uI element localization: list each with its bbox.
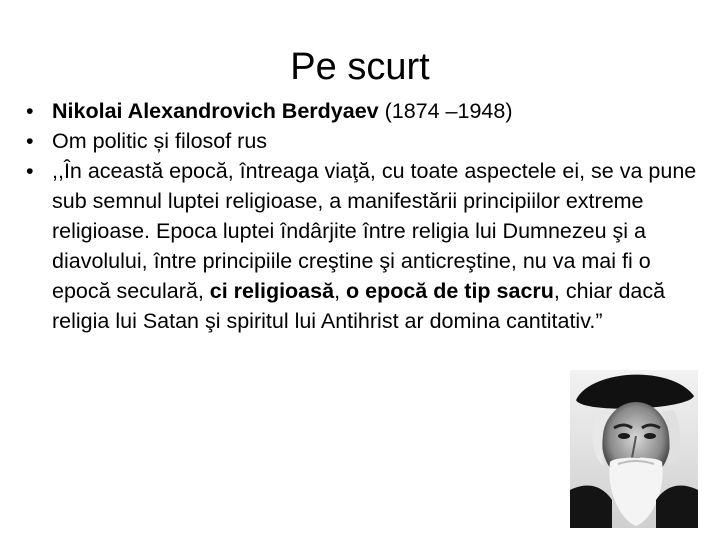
quote-emphasis-sacred: o epocă de tip sacru [346,279,554,303]
bullet-role [24,126,704,156]
person-name: Nikolai Alexandrovich Berdyaev [52,99,379,123]
bullet-dot: • [26,99,34,123]
portrait-icon [570,370,698,528]
bullet-quote [24,156,704,336]
bullet-dot: • [26,129,34,153]
slide-title: Pe scurt [290,46,430,88]
quote-emphasis-religious: ci religioasă [209,279,335,303]
quote-text: ,,În această epocă, întreaga viaţă, cu toate aspectele ei, se va pune sub semnul luptei religioase, a manifestării principiilor extreme religioase. Epoca luptei îndârjite între religia lui Dumnezeu şi a diavolului, între principiile creştine şi anticreştine, nu va mai fi o epocă seculară, [52,159,697,303]
bullet-dot: • [26,159,34,183]
bullet-list [24,96,704,336]
person-role: Om politic și filosof rus [52,129,268,153]
quote-separator: , [334,279,347,303]
bullet-name [24,96,704,126]
quote-text-end: , chiar dacă religia lui Satan şi spiritul lui Antihrist ar domina cantitativ.” [52,279,666,333]
berdyaev-portrait-photo [570,370,698,528]
person-dates: (1874 –1948) [378,99,513,123]
